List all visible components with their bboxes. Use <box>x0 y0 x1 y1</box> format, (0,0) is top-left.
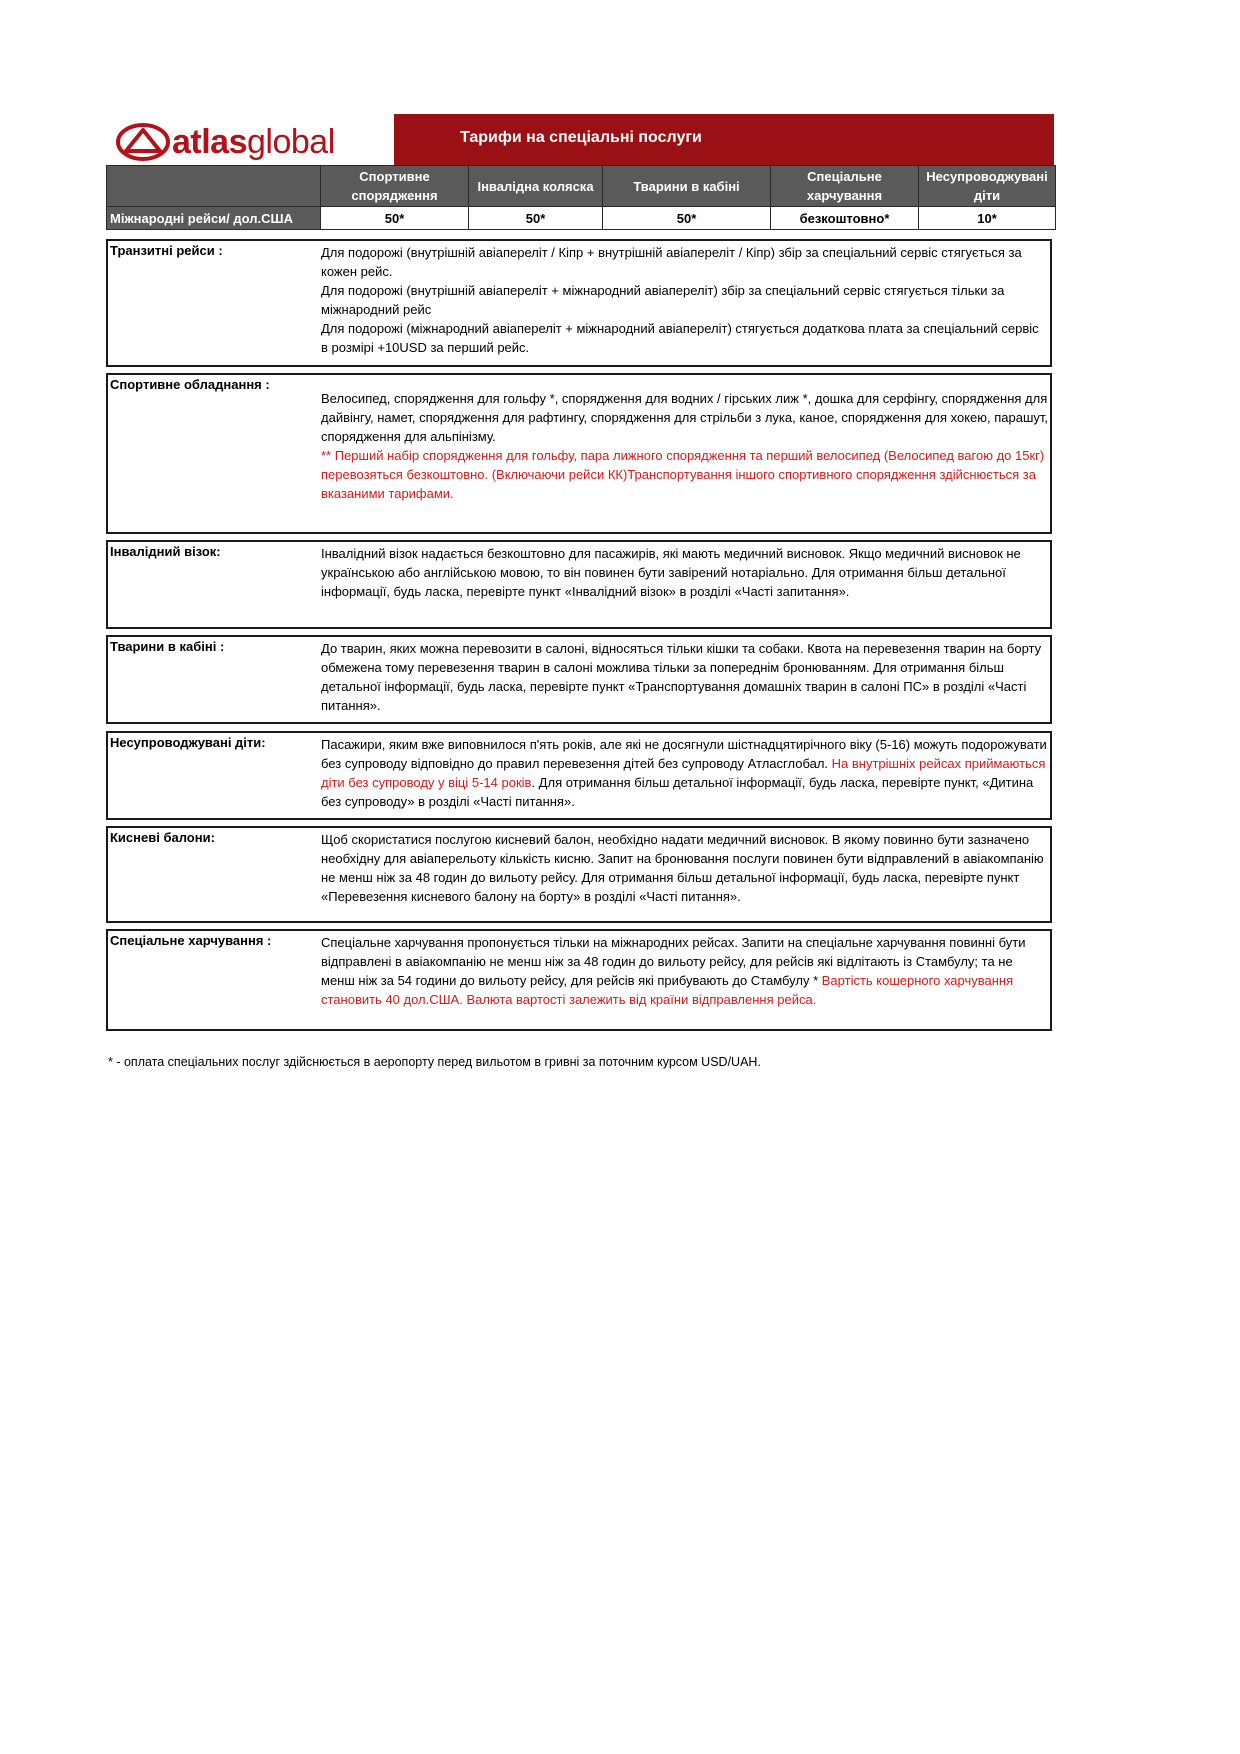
section-text <box>321 389 1049 503</box>
footnote: * - оплата спеціальних послуг здійснюється в аеропорту перед вильотом в гривні за поточним курсом USD/UAH. <box>108 1055 761 1069</box>
paragraph: Спеціальне харчування пропонується тільки на міжнародних рейсах. Запити на спеціальне харчування повинні бути відправлені в авіакомпанію не менш ніж за 48 годин до вильоту рейсу, для рейсів які відлітають із Стамбулу; та не менш ніж за 54 години до вильоту рейсу, для рейсів які прибувають до Стамбулу * <box>321 935 1026 988</box>
section-text <box>321 933 1049 1009</box>
column-header: Тварини в кабіні <box>603 166 771 207</box>
section-label: Тварини в кабіні : <box>110 639 225 654</box>
atlasglobal-logo <box>114 118 390 170</box>
section-text <box>321 243 1049 357</box>
page-title: Тарифи на спеціальні послуги <box>460 129 702 146</box>
section-oxygen <box>106 826 1052 923</box>
rate-cell: 50* <box>603 207 771 230</box>
rates-corner-cell <box>107 166 321 207</box>
section-label: Спеціальне харчування : <box>110 933 272 948</box>
section-label: Транзитні рейси : <box>110 243 223 258</box>
section-special-meals <box>106 929 1052 1031</box>
logo-wordmark: atlasglobal <box>172 123 335 161</box>
free-equipment-note: ** Перший набір спорядження для гольфу, пара лижного спорядження та перший велосипед (Велосипед вагою до 15кг) перевозяться безкоштовно. (Включаючи рейси КК)Транспортування іншого спортивного спорядження здійснюється за вказаними тарифами. <box>321 448 1045 501</box>
section-text: До тварин, яких можна перевозити в салоні, відносяться тільки кішки та собаки. Квота на перевезення тварин на борту обмежена тому перевезення тварин в салоні можлива тільки за попереднім бронюванням. Для отримання більш детальної інформації, будь ласка, перевірте пункт «Транспортування домашніх тварин в салоні ПС» в розділі «Часті питання». <box>321 641 1042 713</box>
paragraph: Для подорожі (міжнародний авіапереліт + міжнародний авіапереліт) стягується додаткова плата за спеціальний сервіс в розмірі +10USD за перший рейс. <box>321 321 1039 355</box>
section-label: Кисневі балони: <box>110 830 215 845</box>
section-text: Щоб скористатися послугою кисневий балон, необхідно надати медичний висновок. В якому повинно бути зазначено необхідну для авіаперельоту кількість кисню. Запит на бронювання послуги повинен бути відправлений в авіакомпанію не менш ніж за 48 годин до вильоту рейсу. Для отримання більш детальної інформації, будь ласка, перевірте пункт «Перевезення кисневого балону на борту» в розділі «Часті питання». <box>321 832 1044 904</box>
section-sport-equipment <box>106 373 1052 534</box>
section-wheelchair <box>106 540 1052 629</box>
paragraph: Для подорожі (внутрішній авіапереліт + міжнародний авіапереліт) збір за спеціальний сервіс стягується тільки за міжнародний рейс <box>321 283 1005 317</box>
column-header: Спеціальне харчування <box>771 166 919 207</box>
column-header: Спортивне спорядження <box>321 166 469 207</box>
rate-cell: 50* <box>469 207 603 230</box>
rate-cell: 10* <box>919 207 1056 230</box>
section-pets <box>106 635 1052 724</box>
paragraph: Велосипед, спорядження для гольфу *, спорядження для водних / гірських лиж *, дошка для серфінгу, спорядження для дайвінгу, намет, спорядження для рафтингу, спорядження для стрільби з лука, каное, спорядження для хокею, парашут, спорядження для альпінізму. <box>321 391 1049 444</box>
rates-table <box>106 165 1056 230</box>
section-transit <box>106 239 1052 367</box>
column-header: Несупроводжувані діти <box>919 166 1056 207</box>
header-bar <box>394 114 1054 166</box>
section-text: Інвалідний візок надається безкоштовно для пасажирів, які мають медичний висновок. Якщо медичний висновок не українською або англійською мовою, то він повинен бути завірений нотаріально. Для отримання більш детальної інформації, будь ласка, перевірте пункт «Інвалідний візок» в розділі «Часті запитання». <box>321 546 1021 599</box>
section-unaccompanied-children <box>106 731 1052 820</box>
rates-header-row <box>107 166 1056 207</box>
section-label: Спортивне обладнання : <box>110 377 270 392</box>
paragraph: Для подорожі (внутрішній авіапереліт / Кіпр + внутрішній авіапереліт / Кіпр) збір за спеціальний сервіс стягується за кожен рейс. <box>321 245 1022 279</box>
row-label: Міжнародні рейси/ дол.США <box>107 207 321 230</box>
atlasglobal-triangle-logo-icon <box>116 122 170 162</box>
column-header: Інвалідна коляска <box>469 166 603 207</box>
table-row <box>107 207 1056 230</box>
paragraph: . Для отримання більш детальної інформації, будь ласка, перевірте пункт, «Дитина без супроводу» в розділі «Часті питання». <box>321 775 1034 809</box>
rate-cell: безкоштовно* <box>771 207 919 230</box>
domestic-children-note: На внутрішніх рейсах приймаються діти без супроводу у віці 5-14 років <box>321 756 1046 790</box>
rate-cell: 50* <box>321 207 469 230</box>
kosher-meal-note: Вартість кошерного харчування становить 40 дол.США. Валюта вартості залежить від країни відправлення рейса. <box>321 973 1014 1007</box>
section-label: Інвалідний візок: <box>110 544 221 559</box>
paragraph: Пасажири, яким вже виповнилося п'ять років, але які не досягнули шістнадцятирічного віку (5-16) можуть подорожувати без супроводу відповідно до правил перевезення дітей без супроводу Атласглобал. <box>321 737 1047 771</box>
section-text <box>321 735 1049 811</box>
section-label: Несупроводжувані діти: <box>110 735 266 750</box>
